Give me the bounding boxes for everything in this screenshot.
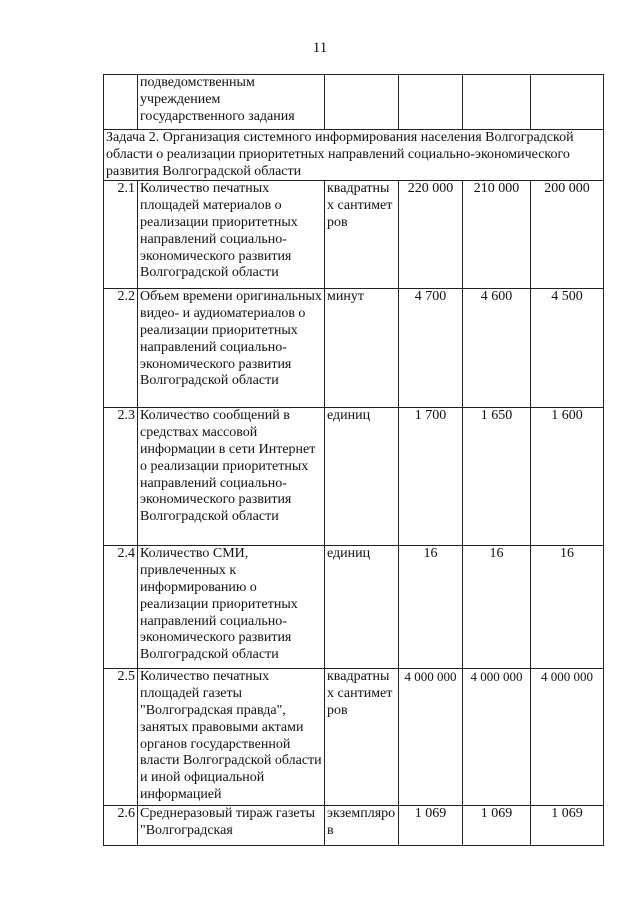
value-3: 1 069 (531, 806, 604, 846)
value-3: 4 000 000 (531, 669, 604, 806)
table-row (104, 289, 604, 408)
cell-value-3 (531, 75, 604, 130)
indicator-name: Количество сообщений в средствах массовой информации в сети Интернет о реализации приоритетных направлений социально-экономического развития Волгоградской области (138, 408, 325, 546)
unit-of-measure: квадратных сантиметров (325, 669, 399, 806)
value-1: 1 700 (399, 408, 463, 546)
value-2: 1 069 (463, 806, 531, 846)
value-1: 4 700 (399, 289, 463, 408)
value-2: 1 650 (463, 408, 531, 546)
unit-of-measure: единиц (325, 408, 399, 546)
cell-unit (325, 75, 399, 130)
indicator-name: Количество печатных площадей материалов о реализации приоритетных направлений социально-экономического развития Волгоградской области (138, 181, 325, 289)
row-number: 2.4 (104, 546, 138, 669)
task-row (104, 130, 604, 181)
value-2: 4 600 (463, 289, 531, 408)
unit-of-measure: единиц (325, 546, 399, 669)
indicator-name: Количество СМИ, привлеченных к информированию о реализации приоритетных направлений социально-экономического развития Волгоградской области (138, 546, 325, 669)
row-number: 2.6 (104, 806, 138, 846)
indicator-name: Среднеразовый тираж газеты "Волгоградская (138, 806, 325, 846)
row-number: 2.5 (104, 669, 138, 806)
value-1: 220 000 (399, 181, 463, 289)
table-row (104, 806, 604, 846)
value-3: 4 500 (531, 289, 604, 408)
value-2: 210 000 (463, 181, 531, 289)
cell-value-1 (399, 75, 463, 130)
unit-of-measure: экземпляров (325, 806, 399, 846)
cell-num (104, 75, 138, 130)
table-row-top (104, 75, 604, 130)
table-row (104, 546, 604, 669)
cell-value-2 (463, 75, 531, 130)
page-number: 11 (312, 40, 328, 56)
row-number: 2.1 (104, 181, 138, 289)
value-3: 16 (531, 546, 604, 669)
task-heading: Задача 2. Организация системного информирования населения Волгоградской области о реализации приоритетных направлений социально-экономического развития Волгоградской области (104, 130, 604, 181)
indicator-name: Объем времени оригинальных видео- и аудиоматериалов о реализации приоритетных направлений социально-экономического развития Волгоградской области (138, 289, 325, 408)
row-number: 2.3 (104, 408, 138, 546)
row-number: 2.2 (104, 289, 138, 408)
table-row (104, 669, 604, 806)
value-2: 4 000 000 (463, 669, 531, 806)
unit-of-measure: квадратных сантиметров (325, 181, 399, 289)
indicators-table (103, 74, 604, 846)
indicator-name: Количество печатных площадей газеты "Волгоградская правда", занятых правовыми актами органов государственной власти Волгоградской области и иной официальной информацией (138, 669, 325, 806)
value-3: 1 600 (531, 408, 604, 546)
cell-name: подведомственным учреждением государственного задания (138, 75, 325, 130)
table-row (104, 408, 604, 546)
unit-of-measure: минут (325, 289, 399, 408)
value-1: 16 (399, 546, 463, 669)
value-3: 200 000 (531, 181, 604, 289)
value-2: 16 (463, 546, 531, 669)
value-1: 1 069 (399, 806, 463, 846)
value-1: 4 000 000 (399, 669, 463, 806)
table-row (104, 181, 604, 289)
